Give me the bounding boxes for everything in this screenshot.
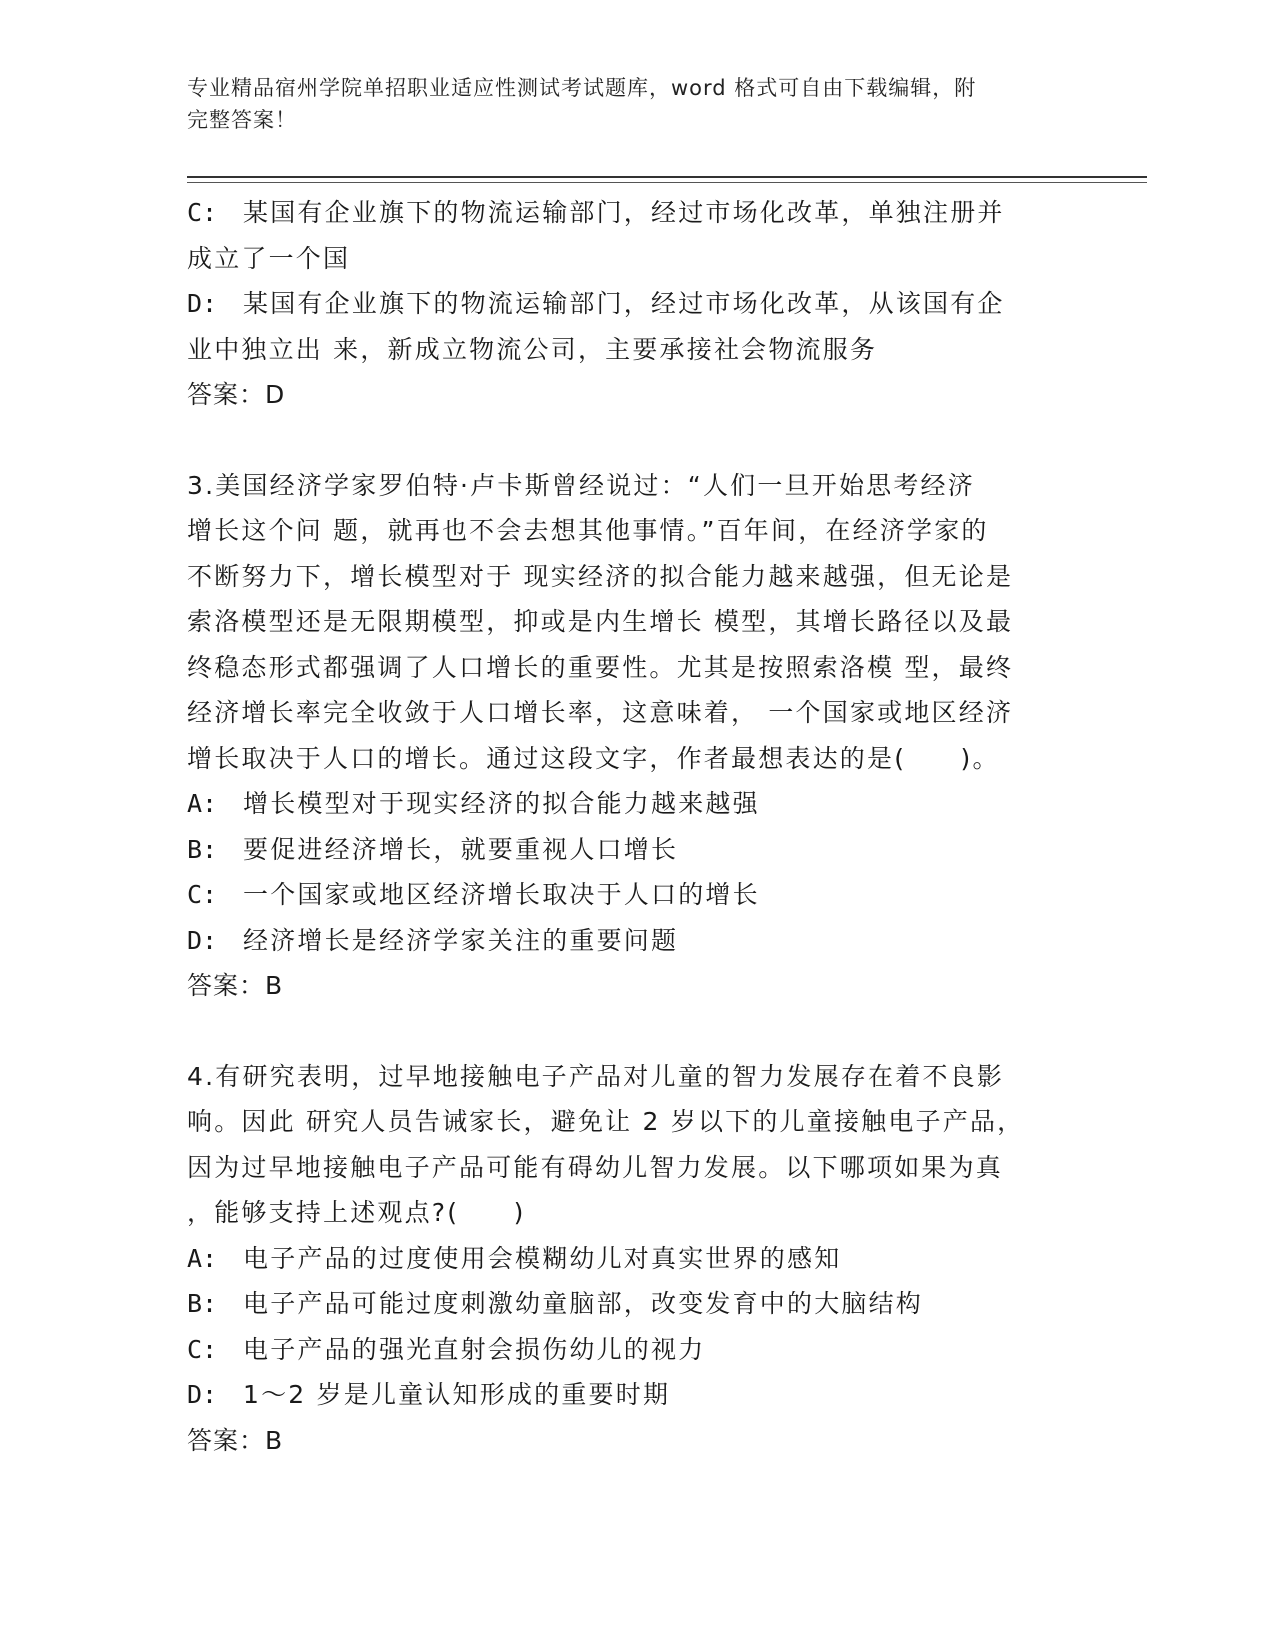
question-stem-line: 增长取决于人口的增长。通过这段文字，作者最想表达的是( )。 (187, 743, 1000, 773)
header-divider (187, 176, 1147, 178)
option-d (187, 918, 1077, 964)
option-key: D: (187, 289, 218, 318)
option-text: 电子产品可能过度刺激幼童脑部，改变发育中的大脑结构 (243, 1289, 924, 1318)
answer-line: 答案：B (187, 1425, 284, 1455)
option-c (187, 872, 1077, 918)
option-text: 增长模型对于现实经济的拟合能力越来越强 (243, 789, 760, 818)
option-a (187, 781, 1077, 827)
answer-line: 答案：B (187, 971, 284, 1000)
question-stem-line: 因为过早地接触电子产品可能有碍幼儿智力发展。以下哪项如果为真 (187, 1152, 1004, 1182)
header-line-2: 完整答案！ (187, 108, 297, 132)
spacer (187, 1009, 1077, 1054)
option-b (187, 827, 1077, 873)
question-stem-line: ，能够支持上述观点?( ) (187, 1198, 526, 1227)
question-stem-line: 经济增长率完全收敛于人口增长率，这意味着， 一个国家或地区经济 (187, 698, 1014, 727)
option-key: B: (187, 834, 218, 864)
option-key: A: (187, 789, 218, 818)
option-text-continued: 成立了一个国 (187, 243, 351, 273)
question-stem-line: 3.美国经济学家罗伯特·卢卡斯曾经说过：“人们一旦开始思考经济 (187, 470, 975, 500)
header-line-1: 专业精品宿州学院单招职业适应性测试考试题库，word 格式可自由下载编辑，附 (187, 76, 977, 100)
page-header (187, 72, 1067, 136)
option-key: C: (187, 1334, 218, 1364)
option-d (187, 1372, 1077, 1418)
option-d (187, 281, 1077, 327)
answer-line: 答案：D (187, 380, 286, 409)
header-divider-thin (187, 182, 1147, 183)
option-text: 要促进经济增长，就要重视人口增长 (243, 834, 679, 864)
option-a (187, 1236, 1077, 1282)
question-2-tail (187, 190, 1077, 418)
option-key: A: (187, 1243, 218, 1273)
option-text: 1～2 岁是儿童认知形成的重要时期 (243, 1380, 671, 1409)
option-text: 经济增长是经济学家关注的重要问题 (243, 925, 679, 955)
option-text: 电子产品的强光直射会损伤幼儿的视力 (243, 1334, 706, 1364)
option-key: B: (187, 1289, 218, 1318)
option-b (187, 1281, 1077, 1327)
question-stem-line: 终稳态形式都强调了人口增长的重要性。尤其是按照索洛模 型，最终 (187, 652, 1014, 682)
question-stem-line: 响。因此 研究人员告诫家长，避免让 2 岁以下的儿童接触电子产品， (187, 1107, 1025, 1136)
option-key: D: (187, 925, 218, 955)
option-text: 电子产品的过度使用会模糊幼儿对真实世界的感知 (243, 1243, 842, 1273)
option-key: C: (187, 880, 218, 909)
question-4 (187, 1054, 1077, 1464)
option-key: D: (187, 1380, 218, 1409)
option-text-continued: 业中独立出 来，新成立物流公司，主要承接社会物流服务 (187, 334, 878, 364)
document-body (187, 190, 1077, 1463)
option-text: 某国有企业旗下的物流运输部门，经过市场化改革，从该国有企 (243, 289, 1005, 318)
option-c (187, 190, 1077, 236)
option-key: C: (187, 198, 218, 227)
option-c (187, 1327, 1077, 1373)
option-text: 某国有企业旗下的物流运输部门，经过市场化改革，单独注册并 (243, 198, 1005, 227)
question-stem-line: 不断努力下，增长模型对于 现实经济的拟合能力越来越强，但无论是 (187, 561, 1014, 591)
question-stem-line: 索洛模型还是无限期模型，抑或是内生增长 模型，其增长路径以及最 (187, 607, 1014, 636)
question-stem-line: 4.有研究表明，过早地接触电子产品对儿童的智力发展存在着不良影 (187, 1061, 1005, 1091)
question-3 (187, 463, 1077, 1009)
option-text: 一个国家或地区经济增长取决于人口的增长 (243, 880, 760, 909)
spacer (187, 418, 1077, 463)
question-stem-line: 增长这个问 题，就再也不会去想其他事情。”百年间，在经济学家的 (187, 516, 989, 545)
